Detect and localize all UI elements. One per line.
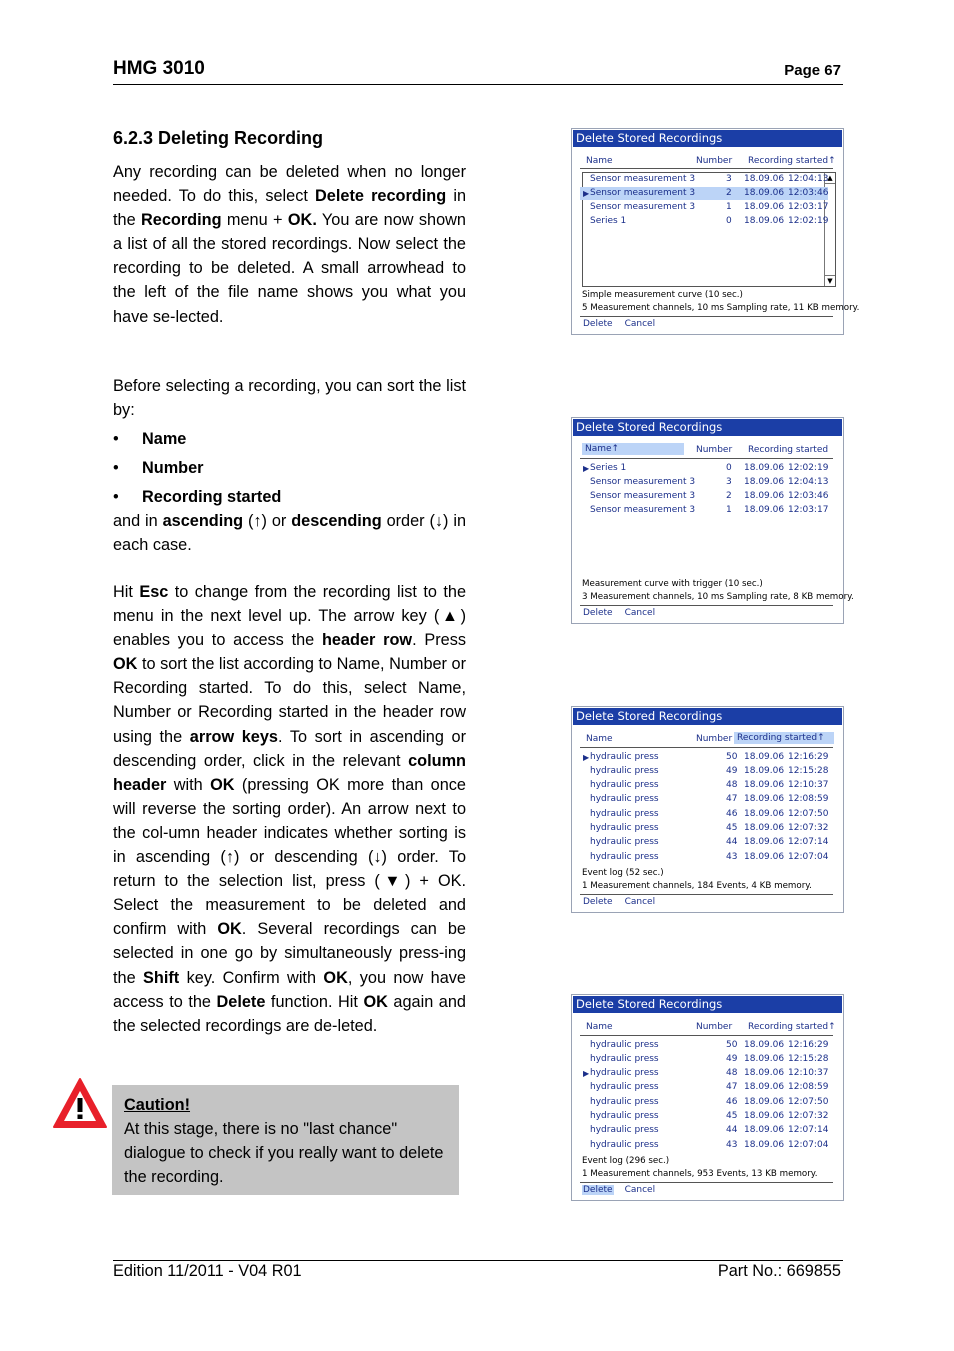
recording-date: 18.09.06 (744, 794, 785, 804)
bold-term: OK (113, 655, 138, 674)
list-item[interactable] (580, 476, 828, 489)
column-header-number[interactable]: Number (696, 734, 733, 744)
cancel-button[interactable]: Cancel (624, 897, 656, 907)
bullet-label: Name (142, 430, 187, 448)
list-item[interactable] (580, 1124, 828, 1137)
paragraph-instructions (113, 580, 466, 1038)
list-item[interactable] (580, 215, 828, 228)
recording-details: 3 Measurement channels, 10 ms Sampling rate, 8 KB memory. (582, 592, 854, 602)
delete-button[interactable]: Delete (583, 1185, 613, 1195)
column-header-number[interactable]: Number (696, 156, 733, 166)
recording-time: 12:07:50 (788, 1097, 829, 1107)
recording-date: 18.09.06 (744, 1140, 785, 1150)
delete-button[interactable]: Delete (583, 319, 613, 329)
recording-time: 12:08:59 (788, 1082, 829, 1092)
recording-time: 12:07:14 (788, 837, 829, 847)
text: Before selecting a recording, you can sort the list by: (113, 377, 466, 420)
recording-name: hydraulic press (590, 1111, 659, 1121)
bold-term: OK (363, 992, 388, 1011)
recording-name: hydraulic press (590, 837, 659, 847)
page-number: Page 67 (784, 62, 841, 79)
bullet-item: • Number (113, 459, 204, 477)
recording-description: Event log (52 sec.) (582, 868, 664, 878)
bold-term: descending (291, 512, 382, 530)
recording-date: 18.09.06 (744, 202, 785, 212)
recording-date: 18.09.06 (744, 216, 785, 226)
scroll-down-icon[interactable]: ▼ (825, 275, 835, 286)
recording-time: 12:02:19 (788, 463, 829, 473)
recording-time: 12:07:50 (788, 809, 829, 819)
text: order (↓) in each case. (113, 512, 466, 555)
selection-arrow-icon: ▶ (583, 464, 590, 473)
recording-date: 18.09.06 (744, 852, 785, 862)
selection-arrow-icon: ▶ (583, 753, 590, 762)
recording-number: 1 (726, 202, 732, 212)
cancel-button[interactable]: Cancel (624, 608, 656, 618)
recording-name: hydraulic press (590, 809, 659, 819)
recording-number: 45 (726, 823, 738, 833)
footer-divider (580, 1182, 833, 1183)
recording-name: hydraulic press (590, 852, 659, 862)
part-number: Part No.: 669855 (717, 1262, 841, 1280)
text: again and the selected recordings are de-leted. (113, 992, 466, 1035)
header-divider (580, 458, 833, 459)
cancel-button[interactable]: Cancel (624, 319, 656, 329)
recording-time: 12:08:59 (788, 794, 829, 804)
recording-name: hydraulic press (590, 794, 659, 804)
list-item[interactable] (580, 793, 828, 806)
recording-date: 18.09.06 (744, 823, 785, 833)
recording-description: Simple measurement curve (10 sec.) (582, 290, 743, 300)
recording-details: 5 Measurement channels, 10 ms Sampling rate, 11 KB memory. (582, 303, 860, 313)
recording-date: 18.09.06 (744, 1082, 785, 1092)
list-item-selected[interactable] (580, 1067, 828, 1080)
edition-label: Edition 11/2011 - V04 R01 (113, 1262, 302, 1280)
list-item[interactable] (580, 1053, 828, 1066)
recording-date: 18.09.06 (744, 491, 785, 501)
paragraph-intro (113, 160, 466, 329)
recording-description: Measurement curve with trigger (10 sec.) (582, 579, 763, 589)
footer-rule (113, 1260, 843, 1261)
delete-button[interactable]: Delete (583, 897, 613, 907)
text: . Press (412, 631, 466, 650)
text: to change from the recording list to the menu in the next level up. The arrow key (▲) enables you to access the (113, 583, 466, 650)
text: . To sort in ascending or descending order, click in the relevant (113, 727, 466, 770)
list-item-selected[interactable] (580, 187, 828, 200)
recording-time: 12:07:04 (788, 852, 829, 862)
recording-date: 18.09.06 (744, 188, 785, 198)
column-header-name[interactable]: Name (586, 734, 613, 744)
recording-time: 12:02:19 (788, 216, 829, 226)
recording-time: 12:04:13 (788, 174, 829, 184)
bold-term: OK. (287, 211, 317, 230)
recording-number: 49 (726, 1054, 738, 1064)
recording-number: 0 (726, 463, 732, 473)
recording-description: Event log (296 sec.) (582, 1156, 670, 1166)
recording-number: 48 (726, 1068, 738, 1078)
list-item[interactable] (580, 779, 828, 792)
footer-divider (580, 894, 833, 895)
button-bar (582, 608, 666, 618)
paragraph-sort (113, 374, 466, 422)
recording-date: 18.09.06 (744, 780, 785, 790)
selection-arrow-icon: ▶ (583, 189, 590, 198)
text: You are now shown a list of all the stored recordings. Now select the recording to be deleted. A small arrowhead to the left of the file name shows you what you have se-lected. (113, 211, 466, 326)
column-header-recording-started[interactable]: Recording started (748, 445, 829, 455)
list-item[interactable] (580, 1139, 828, 1152)
recording-name: hydraulic press (590, 1140, 659, 1150)
list-item[interactable] (580, 1039, 828, 1052)
recording-date: 18.09.06 (744, 505, 785, 515)
list-item[interactable] (580, 822, 828, 835)
recording-number: 50 (726, 752, 738, 762)
recording-date: 18.09.06 (744, 766, 785, 776)
recording-name: hydraulic press (590, 823, 659, 833)
recording-time: 12:03:46 (788, 188, 829, 198)
text: to sort the list according to Name, Number or Recording started. To do this, select Name, Number or Recording started in the header row using the (113, 655, 466, 746)
recording-name: Sensor measurement 3 (590, 505, 696, 515)
list-item[interactable] (580, 751, 828, 764)
recording-number: 48 (726, 780, 738, 790)
recording-details: 1 Measurement channels, 184 Events, 4 KB memory. (582, 881, 812, 891)
recording-date: 18.09.06 (744, 1097, 785, 1107)
recording-time: 12:16:29 (788, 1040, 829, 1050)
recording-date: 18.09.06 (744, 1054, 785, 1064)
recording-date: 18.09.06 (744, 463, 785, 473)
scroll-up-icon[interactable]: ▲ (825, 173, 835, 184)
bold-term: arrow keys (189, 727, 278, 746)
bold-term: Shift (143, 968, 180, 987)
window-title: Delete Stored Recordings (573, 419, 842, 436)
list-item[interactable] (580, 836, 828, 849)
recording-details: 1 Measurement channels, 953 Events, 13 KB memory. (582, 1169, 818, 1179)
recording-number: 46 (726, 809, 738, 819)
list-item[interactable] (580, 765, 828, 778)
text: function. Hit (265, 992, 364, 1011)
recording-time: 12:07:04 (788, 1140, 829, 1150)
recording-date: 18.09.06 (744, 809, 785, 819)
caution-text: At this stage, there is no "last chance" dialogue to check if you really want to delete the recording. (124, 1120, 444, 1186)
list-item[interactable] (580, 462, 828, 475)
recording-name: Sensor measurement 3 (590, 477, 696, 487)
recording-number: 45 (726, 1111, 738, 1121)
recording-number: 1 (726, 505, 732, 515)
recording-name: hydraulic press (590, 780, 659, 790)
recording-number: 3 (726, 174, 732, 184)
column-header-name[interactable]: Name↑ (582, 443, 684, 455)
text: menu + (221, 211, 288, 230)
recording-date: 18.09.06 (744, 1111, 785, 1121)
column-header-number[interactable]: Number (696, 445, 733, 455)
recording-time: 12:03:17 (788, 505, 829, 515)
bold-term: Delete (216, 992, 266, 1011)
recording-time: 12:07:14 (788, 1125, 829, 1135)
recording-name: Sensor measurement 3 (590, 174, 696, 184)
header-rule (113, 84, 843, 85)
recording-number: 44 (726, 837, 738, 847)
recording-date: 18.09.06 (744, 477, 785, 487)
list-item[interactable] (580, 808, 828, 821)
list-item[interactable] (580, 851, 828, 864)
bold-term: OK (210, 775, 235, 794)
recording-name: hydraulic press (590, 1054, 659, 1064)
column-header-name[interactable]: Name (586, 1022, 613, 1032)
footer-divider (580, 605, 833, 606)
header-divider (580, 168, 833, 169)
recording-number: 50 (726, 1040, 738, 1050)
list-item[interactable] (580, 173, 828, 186)
text: (pressing OK more than once will reverse the sorting order). An arrow next to the col-umn header indicates whether sorting is in ascending (↑) or descending (↓) order. To return to the selection list, press (▼) + OK. Select the measurement to be deleted and confirm with (113, 775, 466, 939)
cancel-button[interactable]: Cancel (624, 1185, 656, 1195)
recording-number: 2 (726, 491, 732, 501)
column-header-number[interactable]: Number (696, 1022, 733, 1032)
list-item[interactable] (580, 490, 828, 503)
recording-time: 12:10:37 (788, 780, 829, 790)
recording-time: 12:15:28 (788, 1054, 829, 1064)
caution-heading: Caution! (124, 1096, 191, 1114)
recording-number: 44 (726, 1125, 738, 1135)
bold-term: ascending (162, 512, 244, 530)
document-title: HMG 3010 (113, 58, 205, 79)
recording-time: 12:03:46 (788, 491, 829, 501)
header-divider (580, 1035, 833, 1036)
caution-box (112, 1085, 459, 1195)
bold-term: header row (321, 631, 413, 650)
text: key. Confirm with (179, 968, 324, 987)
recording-name: Sensor measurement 3 (590, 202, 696, 212)
footer-divider (580, 316, 833, 317)
column-header-recording-started[interactable]: Recording started↑ (734, 732, 834, 744)
recording-number: 47 (726, 794, 738, 804)
recording-time: 12:16:29 (788, 752, 829, 762)
window-title: Delete Stored Recordings (573, 996, 842, 1013)
bullet-item: • Recording started (113, 488, 282, 506)
selection-arrow-icon: ▶ (583, 1069, 590, 1078)
screenshot-delete-recordings-2 (571, 417, 854, 624)
bold-term: column header (113, 751, 466, 794)
recording-number: 47 (726, 1082, 738, 1092)
text: (↑) or (243, 512, 292, 530)
screenshot-delete-recordings-3 (571, 706, 844, 913)
section-title: 6.2.3 Deleting Recording (113, 128, 324, 148)
button-bar (582, 319, 666, 329)
column-header-recording-started[interactable]: Recording started↑ (748, 1022, 836, 1032)
recording-date: 18.09.06 (744, 837, 785, 847)
recording-time: 12:10:37 (788, 1068, 829, 1078)
recording-date: 18.09.06 (744, 752, 785, 762)
recording-number: 49 (726, 766, 738, 776)
window-title: Delete Stored Recordings (573, 130, 842, 147)
warning-triangle-icon (52, 1076, 108, 1130)
window-title: Delete Stored Recordings (573, 708, 842, 725)
recording-name: hydraulic press (590, 1097, 659, 1107)
delete-button[interactable]: Delete (583, 608, 613, 618)
text: with (166, 775, 211, 794)
text: in the (113, 187, 467, 230)
text: . Several recordings can be selected in one go by simultaneously press-ing the (113, 920, 466, 987)
recording-number: 0 (726, 216, 732, 226)
list-item[interactable] (580, 1110, 828, 1123)
recording-time: 12:07:32 (788, 823, 829, 833)
recording-number: 3 (726, 477, 732, 487)
list-item[interactable] (580, 1096, 828, 1109)
list-item[interactable] (580, 1081, 828, 1094)
recording-name: hydraulic press (590, 752, 659, 762)
text: , you now have access to the (113, 968, 466, 1011)
column-header-recording-started[interactable]: Recording started↑ (748, 156, 836, 166)
recording-date: 18.09.06 (744, 174, 785, 184)
recording-name: Sensor measurement 3 (590, 188, 696, 198)
button-bar (582, 897, 666, 907)
bold-term: Esc (139, 583, 169, 601)
recording-name: Series 1 (590, 216, 627, 226)
recording-date: 18.09.06 (744, 1068, 785, 1078)
recording-time: 12:04:13 (788, 477, 829, 487)
recording-date: 18.09.06 (744, 1040, 785, 1050)
recording-name: Series 1 (590, 463, 627, 473)
list-item[interactable] (580, 201, 828, 214)
bold-term: Recording (141, 211, 222, 230)
recording-name: hydraulic press (590, 1082, 659, 1092)
screenshot-delete-recordings-4 (571, 994, 844, 1201)
bold-term: Delete recording (315, 187, 447, 206)
list-item[interactable] (580, 504, 828, 517)
paragraph-order (113, 509, 466, 557)
bold-term: OK (323, 968, 348, 987)
recording-time: 12:15:28 (788, 766, 829, 776)
recording-date: 18.09.06 (744, 1125, 785, 1135)
bullet-item: • Name (113, 430, 187, 448)
recording-number: 46 (726, 1097, 738, 1107)
button-bar (582, 1185, 666, 1195)
recording-name: hydraulic press (590, 1125, 659, 1135)
bullet-label: Recording started (142, 488, 282, 506)
recording-number: 2 (726, 188, 732, 198)
recording-time: 12:03:17 (788, 202, 829, 212)
recording-time: 12:07:32 (788, 1111, 829, 1121)
text: and in (113, 512, 163, 530)
recording-name: hydraulic press (590, 1040, 659, 1050)
bold-term: OK (217, 920, 242, 939)
bullet-label: Number (142, 459, 204, 477)
recording-number: 43 (726, 852, 738, 862)
screenshot-delete-recordings-1 (571, 128, 860, 335)
column-header-name[interactable]: Name (586, 156, 613, 166)
recording-number: 43 (726, 1140, 738, 1150)
recording-name: hydraulic press (590, 766, 659, 776)
text: Hit (113, 583, 140, 601)
header-divider (580, 747, 833, 748)
recording-name: Sensor measurement 3 (590, 491, 696, 501)
text: Any recording can be deleted when no longer needed. To do this, select (113, 163, 466, 206)
recording-name: hydraulic press (590, 1068, 659, 1078)
